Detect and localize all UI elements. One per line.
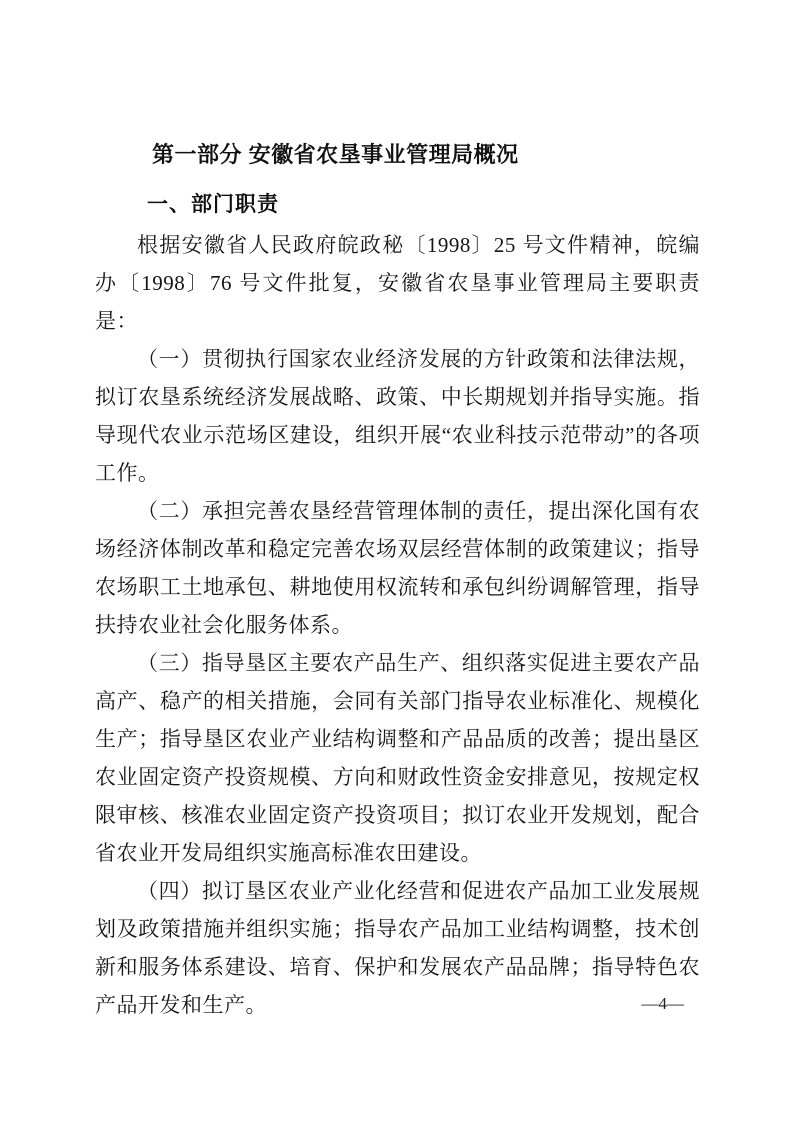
page-number: —4—	[641, 994, 684, 1013]
paragraph-duty-1: （一）贯彻执行国家农业经济发展的方针政策和法律法规，拟订农垦系统经济发展战略、政策、中长期规划并指导实施。指导现代农业示范场区建设，组织开展“农业科技示范带动”的各项工作。	[95, 347, 700, 485]
section-heading-duties: 一、部门职责	[147, 193, 279, 216]
document-body	[95, 140, 700, 1024]
paragraph-duty-2: （二）承担完善农垦经营管理体制的责任，提出深化国有农场经济体制改革和稳定完善农场双层经营体制的政策建议；指导农场职工土地承包、耕地使用权流转和承包纠纷调解管理，指导扶持农业社会化服务体系。	[95, 499, 700, 637]
paragraph-duty-4: （四）拟订垦区农业产业化经营和促进农产品加工业发展规划及政策措施并组织实施；指导农产品加工业结构调整，技术创新和服务体系建设、培育、保护和发展农产品品牌；指导特色农产品开发和生产。	[95, 879, 700, 1017]
paragraph-intro: 根据安徽省人民政府皖政秘〔1998〕25 号文件精神，皖编办〔1998〕76 号文件批复，安徽省农垦事业管理局主要职责是：	[95, 233, 700, 333]
document-title: 第一部分 安徽省农垦事业管理局概况	[152, 142, 519, 167]
paragraph-duty-3: （三）指导垦区主要农产品生产、组织落实促进主要农产品高产、稳产的相关措施，会同有关部门指导农业标准化、规模化生产；指导垦区农业产业结构调整和产品品质的改善；提出垦区农业固定资产投资规模、方向和财政性资金安排意见，按规定权限审核、核准农业固定资产投资项目；拟订农业开发规划，配合省农业开发局组织实施高标准农田建设。	[95, 651, 700, 865]
